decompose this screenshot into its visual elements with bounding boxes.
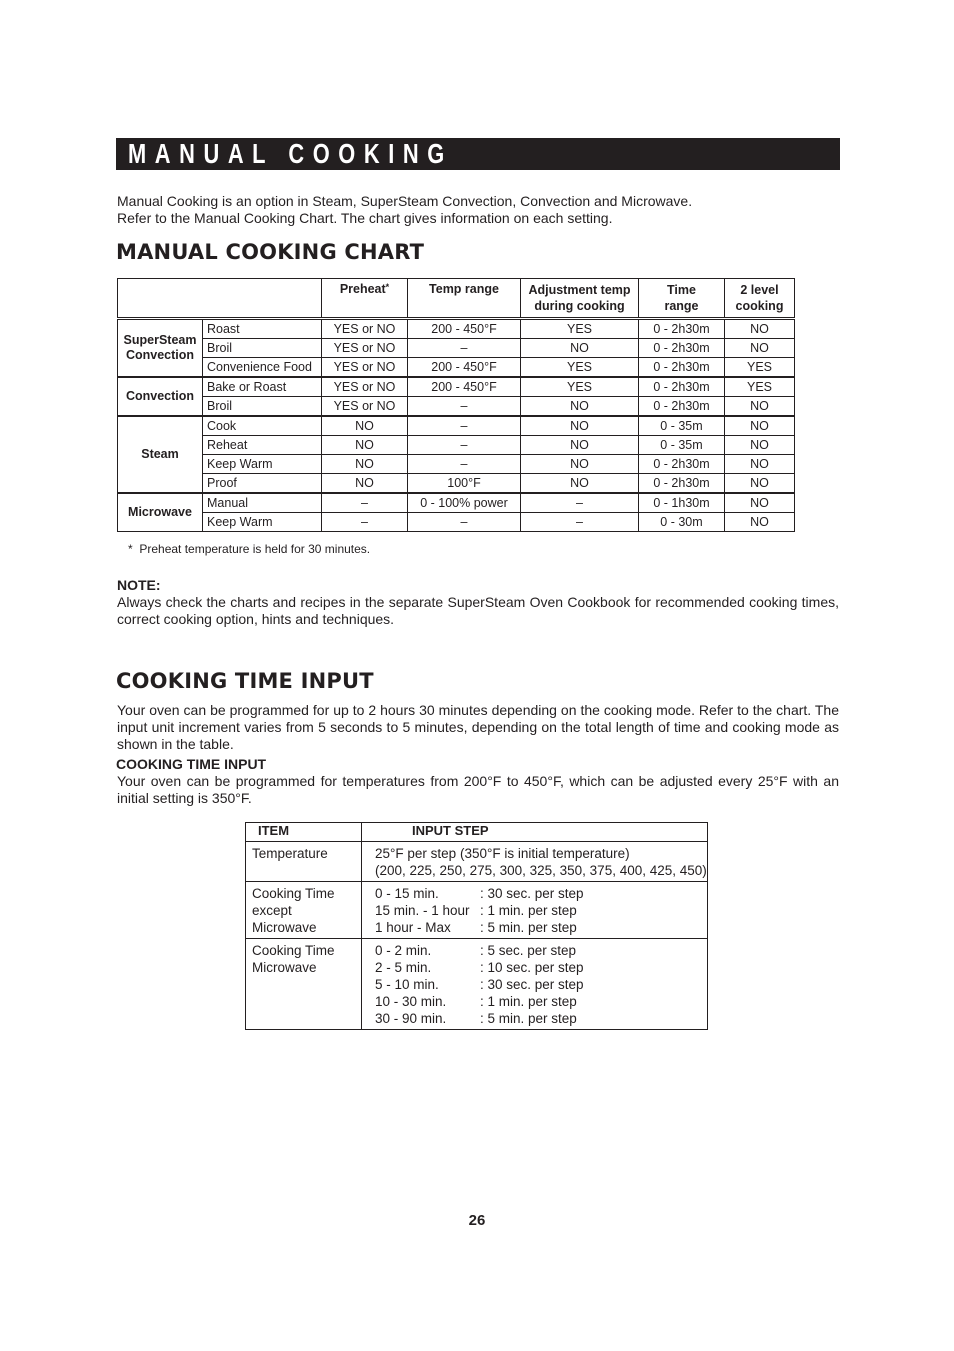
header-blank xyxy=(118,279,322,319)
cell-2-level: NO xyxy=(725,319,795,339)
cell-temp-range: – xyxy=(408,455,521,474)
temperature-text: Your oven can be programmed for temperatures from 200°F to 450°F, which can be adjusted every 25°F with an initial setting is 350°F. xyxy=(117,773,839,806)
temperature-steps xyxy=(362,842,708,882)
step-row: 10 - 30 min. : 1 min. per step xyxy=(375,994,577,1009)
cell-adjustment: NO xyxy=(521,339,639,358)
note-text: Always check the charts and recipes in the separate SuperSteam Oven Cookbook for recommended cooking times, correct cooking option, hints and techniques. xyxy=(117,594,839,627)
header-adjustment-temp: Adjustment temp during cooking xyxy=(521,279,639,319)
cell-mode: Reheat xyxy=(203,436,322,455)
cooking-time-text: Your oven can be programmed for up to 2 hours 30 minutes depending on the cooking mode. Refer to the chart. The input unit increment varies from 5 seconds to 5 minutes, depending on the total length of time and cooking mode as shown in the table. xyxy=(117,702,839,752)
cell-mode: Broil xyxy=(203,397,322,417)
table-row xyxy=(246,939,708,1030)
cell-2-level: NO xyxy=(725,455,795,474)
cell-adjustment: NO xyxy=(521,474,639,494)
table-row xyxy=(118,474,795,494)
cell-2-level: NO xyxy=(725,493,795,513)
table-row xyxy=(118,377,795,397)
cell-adjustment: YES xyxy=(521,358,639,378)
cell-temp-range: – xyxy=(408,416,521,436)
cell-2-level: YES xyxy=(725,358,795,378)
cell-mode: Manual xyxy=(203,493,322,513)
temperature-step-line: 25°F per step (350°F is initial temperature) xyxy=(375,846,630,861)
table-row xyxy=(246,842,708,882)
intro-line-2: Refer to the Manual Cooking Chart. The chart gives information on each setting. xyxy=(117,210,613,226)
cell-2-level: NO xyxy=(725,436,795,455)
input-step-header-row xyxy=(246,823,708,842)
cell-mode: Keep Warm xyxy=(203,513,322,532)
step-row: 30 - 90 min. : 5 min. per step xyxy=(375,1011,577,1026)
manual-cooking-chart xyxy=(117,278,795,532)
cooking-time-heading: COOKING TIME INPUT xyxy=(116,669,374,693)
table-row xyxy=(118,513,795,532)
cooking-time-subheading: COOKING TIME INPUT xyxy=(116,756,267,772)
time-except-steps xyxy=(362,882,708,939)
item-cooking-time-microwave: Cooking Time Microwave xyxy=(246,939,362,1030)
cell-temp-range: – xyxy=(408,339,521,358)
cell-preheat: YES or NO xyxy=(322,358,408,378)
cell-preheat: YES or NO xyxy=(322,319,408,339)
time-microwave-steps xyxy=(362,939,708,1030)
cell-2-level: NO xyxy=(725,474,795,494)
header-preheat: Preheat* xyxy=(322,279,408,319)
table-row xyxy=(118,493,795,513)
table-row xyxy=(118,416,795,436)
group-supersteam-convection: SuperSteam Convection xyxy=(118,319,203,378)
cell-mode: Convenience Food xyxy=(203,358,322,378)
step-row: 15 min. - 1 hour : 1 min. per step xyxy=(375,903,577,918)
cell-adjustment: YES xyxy=(521,377,639,397)
intro-text xyxy=(117,193,841,227)
table-row xyxy=(118,339,795,358)
cell-2-level: NO xyxy=(725,397,795,417)
step-row: 0 - 2 min. : 5 sec. per step xyxy=(375,943,577,958)
step-row: 1 hour - Max : 5 min. per step xyxy=(375,920,577,935)
cell-time-range: 0 - 35m xyxy=(639,436,725,455)
cell-mode: Bake or Roast xyxy=(203,377,322,397)
step-row: 0 - 15 min. : 30 sec. per step xyxy=(375,886,584,901)
cell-preheat: NO xyxy=(322,474,408,494)
footnote-marker: * xyxy=(385,282,390,292)
group-microwave: Microwave xyxy=(118,493,203,532)
cell-time-range: 0 - 2h30m xyxy=(639,474,725,494)
header-item: ITEM xyxy=(246,823,362,842)
cell-time-range: 0 - 2h30m xyxy=(639,397,725,417)
cell-temp-range: 200 - 450°F xyxy=(408,358,521,378)
cell-time-range: 0 - 2h30m xyxy=(639,377,725,397)
chart-heading: MANUAL COOKING CHART xyxy=(116,240,425,264)
cell-preheat: YES or NO xyxy=(322,397,408,417)
item-cooking-time-except-microwave: Cooking Time except Microwave xyxy=(246,882,362,939)
step-row: 5 - 10 min. : 30 sec. per step xyxy=(375,977,584,992)
cell-adjustment: – xyxy=(521,513,639,532)
group-convection: Convection xyxy=(118,377,203,416)
item-temperature: Temperature xyxy=(246,842,362,882)
cell-time-range: 0 - 2h30m xyxy=(639,339,725,358)
cell-preheat: NO xyxy=(322,416,408,436)
intro-line-1: Manual Cooking is an option in Steam, SuperSteam Convection, Convection and Microwave. xyxy=(117,193,693,209)
table-row xyxy=(118,436,795,455)
cell-mode: Roast xyxy=(203,319,322,339)
cell-temp-range: – xyxy=(408,436,521,455)
cell-mode: Proof xyxy=(203,474,322,494)
step-row: 2 - 5 min. : 10 sec. per step xyxy=(375,960,584,975)
cell-preheat: YES or NO xyxy=(322,339,408,358)
cell-time-range: 0 - 2h30m xyxy=(639,319,725,339)
cell-time-range: 0 - 1h30m xyxy=(639,493,725,513)
cell-temp-range: 200 - 450°F xyxy=(408,377,521,397)
cell-preheat: – xyxy=(322,513,408,532)
cell-mode: Cook xyxy=(203,416,322,436)
table-row xyxy=(118,397,795,417)
cell-adjustment: – xyxy=(521,493,639,513)
cell-temp-range: 0 - 100% power xyxy=(408,493,521,513)
cell-time-range: 0 - 2h30m xyxy=(639,455,725,474)
table-row xyxy=(118,358,795,378)
cell-temp-range: – xyxy=(408,513,521,532)
header-2-level-cooking: 2 level cooking xyxy=(725,279,795,319)
header-input-step: INPUT STEP xyxy=(362,823,708,842)
cell-temp-range: – xyxy=(408,397,521,417)
cell-2-level: YES xyxy=(725,377,795,397)
group-steam: Steam xyxy=(118,416,203,493)
banner-title: MANUAL COOKING xyxy=(128,138,453,169)
chart-header-row xyxy=(118,279,795,319)
cell-preheat: NO xyxy=(322,455,408,474)
cell-time-range: 0 - 35m xyxy=(639,416,725,436)
note-title: NOTE: xyxy=(117,577,161,593)
cell-adjustment: YES xyxy=(521,319,639,339)
footnote-text: Preheat temperature is held for 30 minutes. xyxy=(139,542,371,556)
chart-footnote xyxy=(128,542,370,556)
cell-temp-range: 200 - 450°F xyxy=(408,319,521,339)
cell-adjustment: NO xyxy=(521,397,639,417)
page-number: 26 xyxy=(468,1212,486,1229)
input-step-table xyxy=(245,822,708,1030)
title-banner xyxy=(116,138,840,170)
cell-preheat: YES or NO xyxy=(322,377,408,397)
cell-adjustment: NO xyxy=(521,416,639,436)
temperature-values-line: (200, 225, 250, 275, 300, 325, 350, 375, 400, 425, 450) xyxy=(375,863,707,878)
cell-adjustment: NO xyxy=(521,455,639,474)
cell-mode: Broil xyxy=(203,339,322,358)
cell-preheat: NO xyxy=(322,436,408,455)
cell-preheat: – xyxy=(322,493,408,513)
cell-adjustment: NO xyxy=(521,436,639,455)
table-row xyxy=(118,319,795,339)
cell-2-level: NO xyxy=(725,513,795,532)
cell-time-range: 0 - 30m xyxy=(639,513,725,532)
cell-2-level: NO xyxy=(725,339,795,358)
header-time-range: Time range xyxy=(639,279,725,319)
header-temp-range: Temp range xyxy=(408,279,521,319)
cell-temp-range: 100°F xyxy=(408,474,521,494)
table-row xyxy=(118,455,795,474)
footnote-mark: * xyxy=(128,542,133,556)
cell-time-range: 0 - 2h30m xyxy=(639,358,725,378)
table-row xyxy=(246,882,708,939)
cell-mode: Keep Warm xyxy=(203,455,322,474)
cell-2-level: NO xyxy=(725,416,795,436)
